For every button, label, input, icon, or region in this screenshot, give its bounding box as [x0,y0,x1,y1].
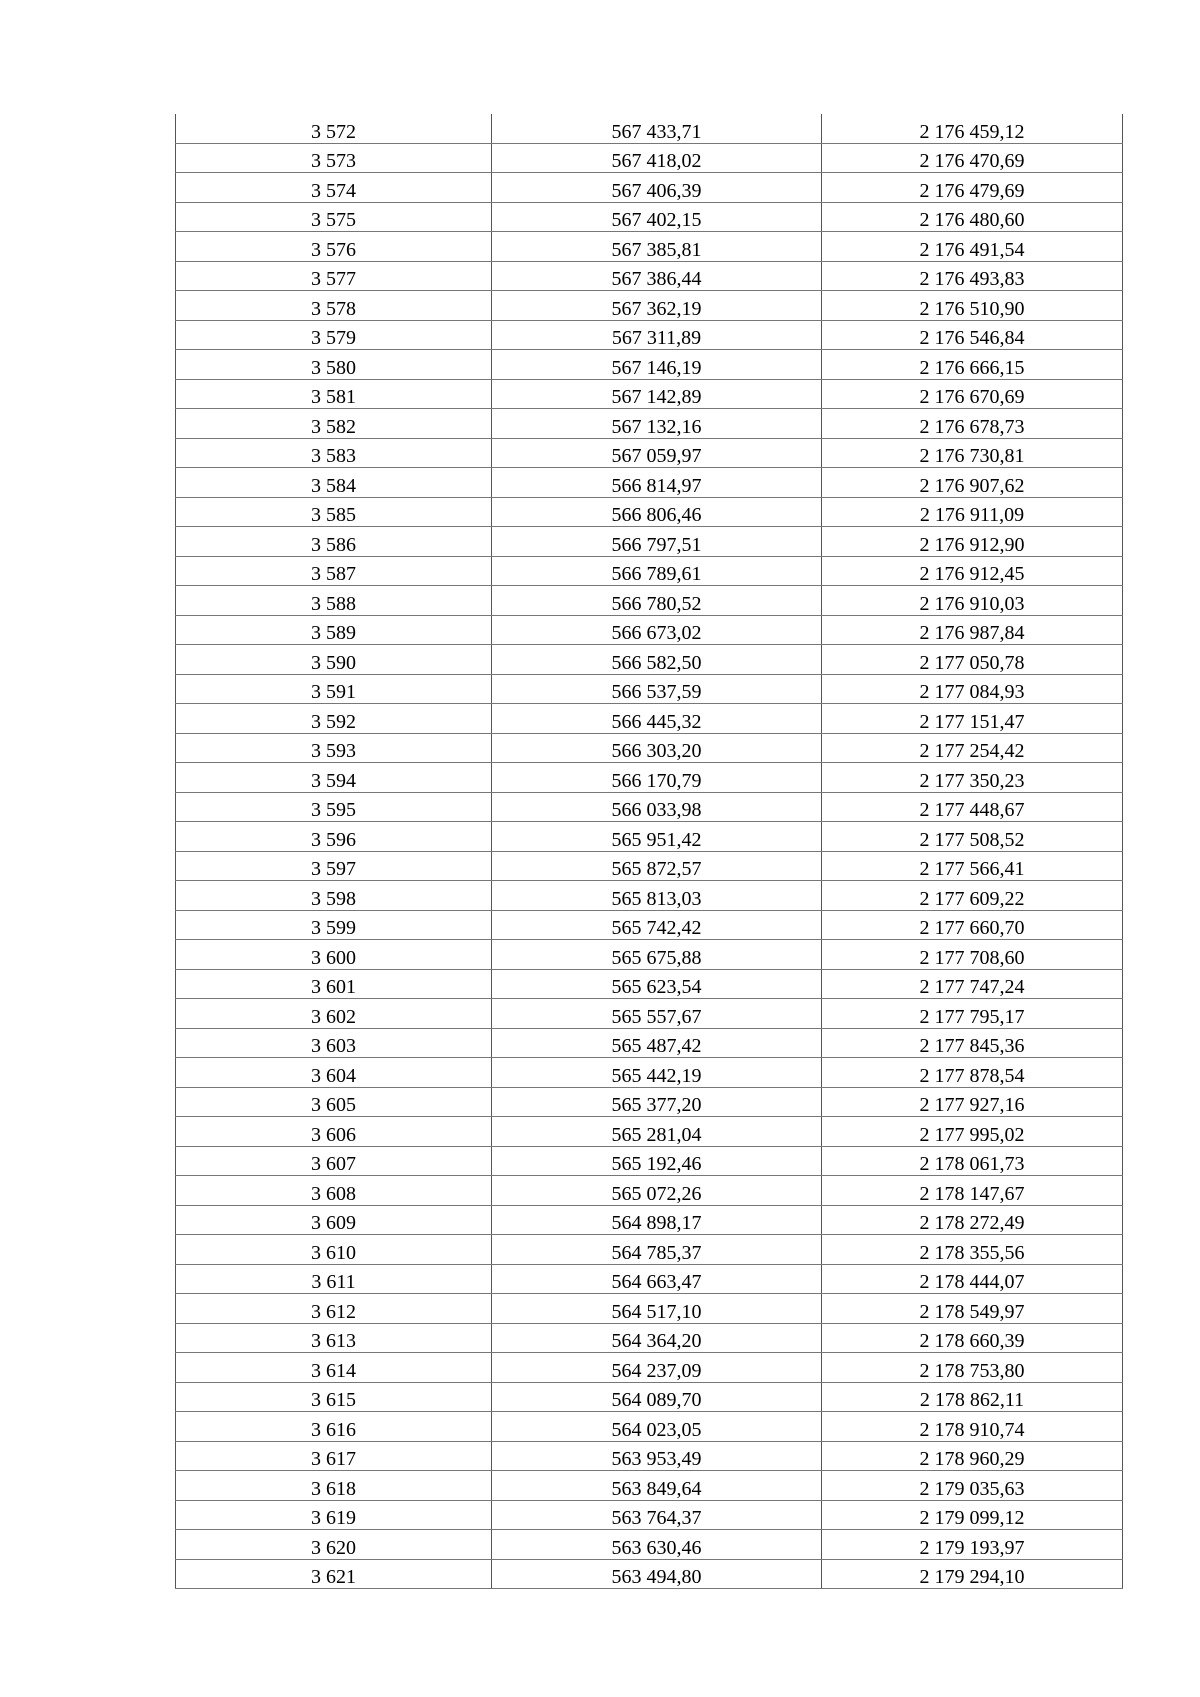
table-row [176,232,1123,262]
x-coordinate-cell: 565 951,42 [492,822,822,852]
table-row [176,733,1123,763]
y-coordinate-cell: 2 176 678,73 [822,409,1123,439]
point-number-cell: 3 613 [176,1323,492,1353]
x-coordinate-cell: 567 418,02 [492,143,822,173]
table-row [176,851,1123,881]
point-number-cell: 3 604 [176,1058,492,1088]
point-number-cell: 3 574 [176,173,492,203]
y-coordinate-cell: 2 178 147,67 [822,1176,1123,1206]
table-row [176,1205,1123,1235]
x-coordinate-cell: 565 623,54 [492,969,822,999]
x-coordinate-cell: 567 142,89 [492,379,822,409]
x-coordinate-cell: 567 406,39 [492,173,822,203]
table-row [176,645,1123,675]
point-number-cell: 3 621 [176,1559,492,1589]
x-coordinate-cell: 566 797,51 [492,527,822,557]
point-number-cell: 3 603 [176,1028,492,1058]
point-number-cell: 3 591 [176,674,492,704]
point-number-cell: 3 600 [176,940,492,970]
x-coordinate-cell: 564 364,20 [492,1323,822,1353]
table-row [176,822,1123,852]
table-row [176,1441,1123,1471]
point-number-cell: 3 573 [176,143,492,173]
point-number-cell: 3 582 [176,409,492,439]
point-number-cell: 3 606 [176,1117,492,1147]
table-row [176,792,1123,822]
x-coordinate-cell: 566 780,52 [492,586,822,616]
table-row [176,704,1123,734]
table-row [176,1500,1123,1530]
point-number-cell: 3 592 [176,704,492,734]
x-coordinate-cell: 567 311,89 [492,320,822,350]
y-coordinate-cell: 2 176 470,69 [822,143,1123,173]
point-number-cell: 3 579 [176,320,492,350]
x-coordinate-cell: 567 059,97 [492,438,822,468]
y-coordinate-cell: 2 177 350,23 [822,763,1123,793]
x-coordinate-cell: 565 192,46 [492,1146,822,1176]
point-number-cell: 3 584 [176,468,492,498]
y-coordinate-cell: 2 177 609,22 [822,881,1123,911]
x-coordinate-cell: 563 953,49 [492,1441,822,1471]
coordinates-table-body [176,114,1123,1589]
point-number-cell: 3 611 [176,1264,492,1294]
x-coordinate-cell: 565 675,88 [492,940,822,970]
table-row [176,527,1123,557]
table-row [176,1146,1123,1176]
x-coordinate-cell: 567 146,19 [492,350,822,380]
table-row [176,379,1123,409]
table-row [176,497,1123,527]
point-number-cell: 3 615 [176,1382,492,1412]
table-row [176,1117,1123,1147]
y-coordinate-cell: 2 178 272,49 [822,1205,1123,1235]
y-coordinate-cell: 2 178 549,97 [822,1294,1123,1324]
x-coordinate-cell: 563 764,37 [492,1500,822,1530]
table-row [176,1176,1123,1206]
y-coordinate-cell: 2 176 907,62 [822,468,1123,498]
point-number-cell: 3 593 [176,733,492,763]
y-coordinate-cell: 2 178 444,07 [822,1264,1123,1294]
y-coordinate-cell: 2 178 960,29 [822,1441,1123,1471]
table-row [176,202,1123,232]
table-row [176,556,1123,586]
table-row [176,143,1123,173]
point-number-cell: 3 577 [176,261,492,291]
point-number-cell: 3 590 [176,645,492,675]
y-coordinate-cell: 2 177 927,16 [822,1087,1123,1117]
point-number-cell: 3 617 [176,1441,492,1471]
point-number-cell: 3 614 [176,1353,492,1383]
y-coordinate-cell: 2 176 912,45 [822,556,1123,586]
y-coordinate-cell: 2 176 910,03 [822,586,1123,616]
x-coordinate-cell: 566 814,97 [492,468,822,498]
x-coordinate-cell: 565 377,20 [492,1087,822,1117]
y-coordinate-cell: 2 176 491,54 [822,232,1123,262]
y-coordinate-cell: 2 177 995,02 [822,1117,1123,1147]
y-coordinate-cell: 2 177 084,93 [822,674,1123,704]
x-coordinate-cell: 564 663,47 [492,1264,822,1294]
point-number-cell: 3 581 [176,379,492,409]
point-number-cell: 3 589 [176,615,492,645]
point-number-cell: 3 597 [176,851,492,881]
y-coordinate-cell: 2 178 660,39 [822,1323,1123,1353]
point-number-cell: 3 598 [176,881,492,911]
point-number-cell: 3 587 [176,556,492,586]
table-row [176,320,1123,350]
point-number-cell: 3 619 [176,1500,492,1530]
x-coordinate-cell: 567 132,16 [492,409,822,439]
point-number-cell: 3 601 [176,969,492,999]
table-row [176,350,1123,380]
y-coordinate-cell: 2 179 294,10 [822,1559,1123,1589]
y-coordinate-cell: 2 177 878,54 [822,1058,1123,1088]
y-coordinate-cell: 2 177 660,70 [822,910,1123,940]
table-row [176,261,1123,291]
table-row [176,1087,1123,1117]
x-coordinate-cell: 567 362,19 [492,291,822,321]
y-coordinate-cell: 2 177 508,52 [822,822,1123,852]
table-row [176,881,1123,911]
y-coordinate-cell: 2 176 480,60 [822,202,1123,232]
x-coordinate-cell: 564 898,17 [492,1205,822,1235]
table-row [176,940,1123,970]
point-number-cell: 3 575 [176,202,492,232]
coordinates-table [175,114,1123,1589]
y-coordinate-cell: 2 178 061,73 [822,1146,1123,1176]
y-coordinate-cell: 2 178 753,80 [822,1353,1123,1383]
y-coordinate-cell: 2 176 666,15 [822,350,1123,380]
point-number-cell: 3 596 [176,822,492,852]
x-coordinate-cell: 565 872,57 [492,851,822,881]
y-coordinate-cell: 2 176 546,84 [822,320,1123,350]
y-coordinate-cell: 2 177 151,47 [822,704,1123,734]
table-row [176,1294,1123,1324]
table-row [176,1353,1123,1383]
table-row [176,1058,1123,1088]
y-coordinate-cell: 2 176 493,83 [822,261,1123,291]
y-coordinate-cell: 2 179 193,97 [822,1530,1123,1560]
x-coordinate-cell: 566 445,32 [492,704,822,734]
table-row [176,291,1123,321]
y-coordinate-cell: 2 177 050,78 [822,645,1123,675]
point-number-cell: 3 612 [176,1294,492,1324]
point-number-cell: 3 608 [176,1176,492,1206]
x-coordinate-cell: 563 494,80 [492,1559,822,1589]
point-number-cell: 3 602 [176,999,492,1029]
table-row [176,586,1123,616]
x-coordinate-cell: 567 402,15 [492,202,822,232]
table-row [176,1412,1123,1442]
x-coordinate-cell: 567 386,44 [492,261,822,291]
x-coordinate-cell: 564 089,70 [492,1382,822,1412]
y-coordinate-cell: 2 176 479,69 [822,173,1123,203]
table-row [176,1235,1123,1265]
point-number-cell: 3 580 [176,350,492,380]
table-row [176,1559,1123,1589]
table-row [176,468,1123,498]
table-row [176,969,1123,999]
table-row [176,1382,1123,1412]
point-number-cell: 3 583 [176,438,492,468]
x-coordinate-cell: 565 742,42 [492,910,822,940]
y-coordinate-cell: 2 176 670,69 [822,379,1123,409]
point-number-cell: 3 572 [176,114,492,143]
x-coordinate-cell: 565 281,04 [492,1117,822,1147]
x-coordinate-cell: 565 487,42 [492,1028,822,1058]
x-coordinate-cell: 563 849,64 [492,1471,822,1501]
table-row [176,1323,1123,1353]
table-row [176,173,1123,203]
point-number-cell: 3 605 [176,1087,492,1117]
x-coordinate-cell: 564 023,05 [492,1412,822,1442]
point-number-cell: 3 588 [176,586,492,616]
point-number-cell: 3 595 [176,792,492,822]
y-coordinate-cell: 2 176 730,81 [822,438,1123,468]
table-row [176,763,1123,793]
x-coordinate-cell: 564 785,37 [492,1235,822,1265]
y-coordinate-cell: 2 176 510,90 [822,291,1123,321]
point-number-cell: 3 586 [176,527,492,557]
x-coordinate-cell: 564 517,10 [492,1294,822,1324]
y-coordinate-cell: 2 176 987,84 [822,615,1123,645]
table-row [176,1530,1123,1560]
point-number-cell: 3 599 [176,910,492,940]
table-row [176,1471,1123,1501]
x-coordinate-cell: 566 303,20 [492,733,822,763]
y-coordinate-cell: 2 178 862,11 [822,1382,1123,1412]
table-row [176,615,1123,645]
point-number-cell: 3 594 [176,763,492,793]
x-coordinate-cell: 564 237,09 [492,1353,822,1383]
y-coordinate-cell: 2 178 355,56 [822,1235,1123,1265]
point-number-cell: 3 585 [176,497,492,527]
x-coordinate-cell: 565 557,67 [492,999,822,1029]
y-coordinate-cell: 2 176 911,09 [822,497,1123,527]
y-coordinate-cell: 2 177 254,42 [822,733,1123,763]
point-number-cell: 3 618 [176,1471,492,1501]
y-coordinate-cell: 2 176 459,12 [822,114,1123,143]
x-coordinate-cell: 566 537,59 [492,674,822,704]
y-coordinate-cell: 2 178 910,74 [822,1412,1123,1442]
point-number-cell: 3 607 [176,1146,492,1176]
table-row [176,438,1123,468]
y-coordinate-cell: 2 177 845,36 [822,1028,1123,1058]
table-row [176,999,1123,1029]
x-coordinate-cell: 566 582,50 [492,645,822,675]
x-coordinate-cell: 565 442,19 [492,1058,822,1088]
table-row [176,674,1123,704]
point-number-cell: 3 576 [176,232,492,262]
y-coordinate-cell: 2 179 035,63 [822,1471,1123,1501]
x-coordinate-cell: 565 072,26 [492,1176,822,1206]
table-row [176,409,1123,439]
table-row [176,1264,1123,1294]
x-coordinate-cell: 566 806,46 [492,497,822,527]
y-coordinate-cell: 2 176 912,90 [822,527,1123,557]
y-coordinate-cell: 2 177 448,67 [822,792,1123,822]
table-row [176,910,1123,940]
table-row [176,1028,1123,1058]
y-coordinate-cell: 2 177 566,41 [822,851,1123,881]
point-number-cell: 3 609 [176,1205,492,1235]
x-coordinate-cell: 566 170,79 [492,763,822,793]
y-coordinate-cell: 2 177 795,17 [822,999,1123,1029]
y-coordinate-cell: 2 179 099,12 [822,1500,1123,1530]
x-coordinate-cell: 566 789,61 [492,556,822,586]
table-row [176,114,1123,143]
point-number-cell: 3 616 [176,1412,492,1442]
x-coordinate-cell: 567 433,71 [492,114,822,143]
x-coordinate-cell: 566 033,98 [492,792,822,822]
x-coordinate-cell: 565 813,03 [492,881,822,911]
point-number-cell: 3 610 [176,1235,492,1265]
point-number-cell: 3 578 [176,291,492,321]
point-number-cell: 3 620 [176,1530,492,1560]
y-coordinate-cell: 2 177 747,24 [822,969,1123,999]
x-coordinate-cell: 566 673,02 [492,615,822,645]
y-coordinate-cell: 2 177 708,60 [822,940,1123,970]
x-coordinate-cell: 567 385,81 [492,232,822,262]
x-coordinate-cell: 563 630,46 [492,1530,822,1560]
